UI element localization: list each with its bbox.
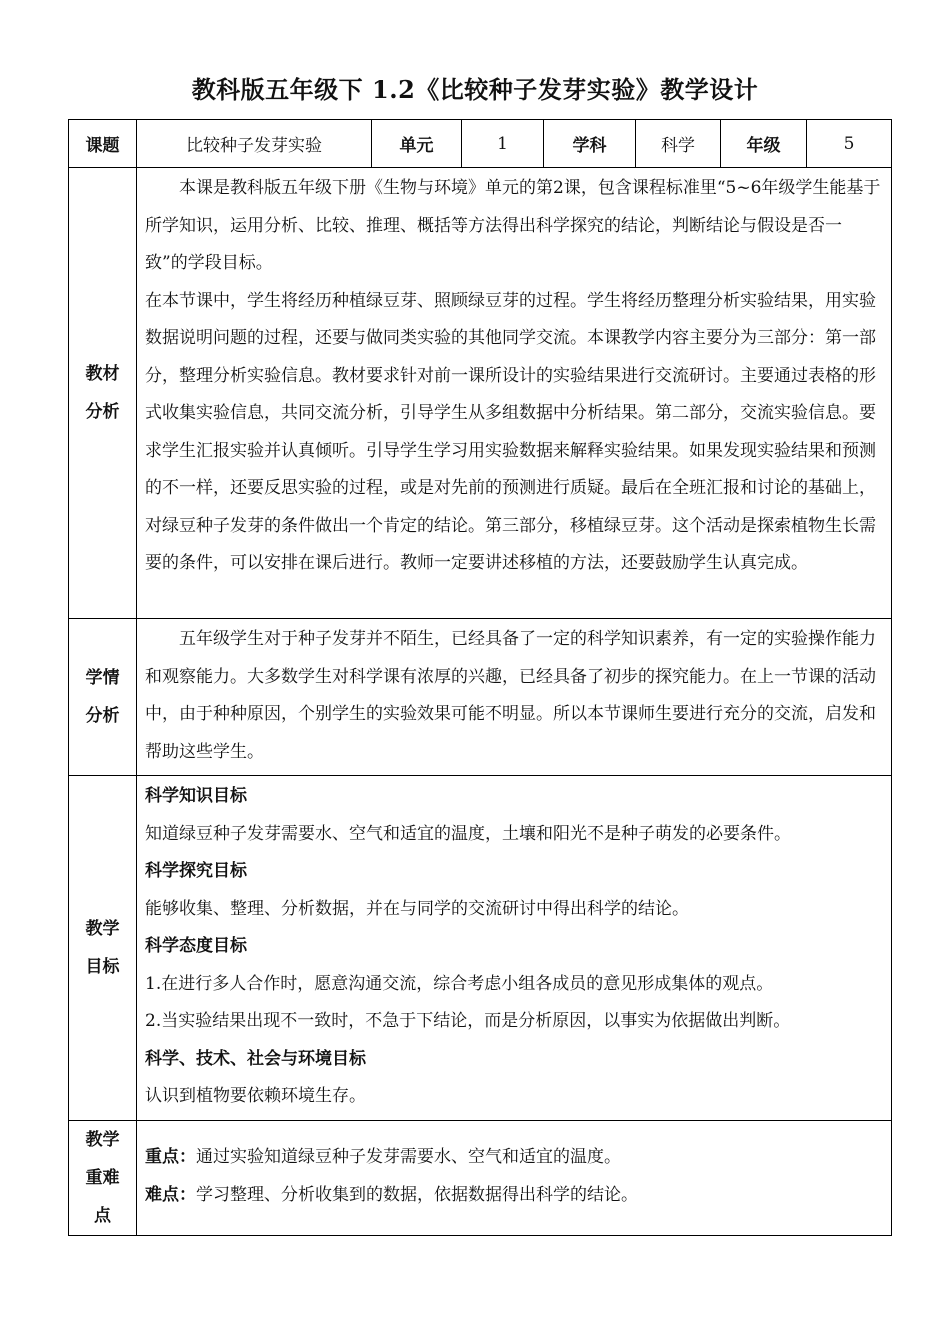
attitude-goal-title: 科学态度目标 [145,936,247,956]
stse-goal-title: 科学、技术、社会与环境目标 [145,1048,366,1069]
difficulty-line [145,1177,883,1215]
textbook-analysis-label [69,168,137,619]
lesson-plan-table [68,119,892,1236]
unit-value: 1 [462,120,544,168]
key-points-row [69,1120,892,1235]
document-title: 教科版五年级下 1.2《比较种子发芽实验》教学设计 [191,75,759,104]
learner-analysis-label-line1: 学情 [85,668,120,688]
textbook-analysis-row [69,168,892,619]
topic-label: 课题 [69,120,137,168]
key-points-label-line3: 点 [94,1205,111,1226]
teaching-goals-label [69,776,137,1121]
learner-analysis-label [69,619,137,776]
textbook-analysis-label-line2: 分析 [85,402,120,422]
textbook-analysis-para2: 在本节课中，学生将经历种植绿豆芽、照顾绿豆芽的过程。学生将经历整理分析实验结果，用实验数据说明问题的过程，还要与做同类实验的其他同学交流。本课教学内容主要分为三部分：第一部分，整理分析实验信息。教材要求针对前一课所设计的实验结果进行交流研讨。主要通过表格的形式收集实验信息，共同交流分析，引导学生从多组数据中分析结果。第二部分，交流实验信息。要求学生汇报实验并认真倾听。引导学生学习用实验数据来解释实验结果。如果发现实验结果和预测的不一样，还要反思实验的过程，或是对先前的预测进行质疑。最后在全班汇报和讨论的基础上，对绿豆种子发芽的条件做出一个肯定的结论。第三部分，移植绿豆芽。这个活动是探索植物生长需要的条件，可以安排在课后进行。教师一定要讲述移植的方法，还要鼓励学生认真完成。 [145,290,876,573]
learner-analysis-row [69,619,892,776]
focus-line [145,1139,883,1177]
focus-label: 重点： [145,1147,196,1167]
inquiry-goal-title: 科学探究目标 [145,861,247,881]
attitude-goal-item1: 1.在进行多人合作时，愿意沟通交流，综合考虑小组各成员的意见形成集体的观点。 [145,973,774,994]
learner-analysis-content [137,619,892,776]
learner-analysis-text: 五年级学生对于种子发芽并不陌生，已经具备了一定的科学知识素养，有一定的实验操作能力和观察能力。大多数学生对科学课有浓厚的兴趣，已经具备了初步的探究能力。在上一节课的活动中，由于种种原因，个别学生的实验效果可能不明显。所以本节课师生要进行充分的交流，启发和帮助这些学生。 [145,629,876,762]
unit-label: 单元 [372,120,462,168]
knowledge-goal-title: 科学知识目标 [145,786,247,806]
key-points-content [137,1120,892,1235]
header-row [69,120,892,168]
teaching-goals-label-line2: 目标 [85,956,120,977]
key-points-label-line1: 教学 [85,1129,120,1150]
textbook-analysis-label-line1: 教材 [85,364,120,384]
grade-label: 年级 [721,120,807,168]
attitude-goal-item2: 2.当实验结果出现不一致时，不急于下结论，而是分析原因，以事实为依据做出判断。 [145,1011,791,1031]
difficulty-label: 难点： [145,1184,196,1205]
inquiry-goal-text: 能够收集、整理、分析数据，并在与同学的交流研讨中得出科学的结论。 [145,898,689,919]
textbook-analysis-content [137,168,892,619]
grade-value: 5 [807,120,892,168]
teaching-goals-content [137,776,892,1121]
key-points-label-line2: 重难 [85,1167,120,1188]
teaching-goals-label-line1: 教学 [85,918,120,939]
subject-label: 学科 [544,120,636,168]
teaching-goals-row [69,776,892,1121]
learner-analysis-label-line2: 分析 [85,706,120,726]
difficulty-text: 学习整理、分析收集到的数据，依据数据得出科学的结论。 [196,1184,638,1205]
stse-goal-text: 认识到植物要依赖环境生存。 [145,1086,366,1106]
key-points-label [69,1120,137,1235]
topic-value: 比较种子发芽实验 [137,120,372,168]
focus-text: 通过实验知道绿豆种子发芽需要水、空气和适宜的温度。 [196,1147,621,1167]
subject-value: 科学 [636,120,721,168]
knowledge-goal-text: 知道绿豆种子发芽需要水、空气和适宜的温度，土壤和阳光不是种子萌发的必要条件。 [145,823,791,844]
textbook-analysis-para1: 本课是教科版五年级下册《生物与环境》单元的第2课，包含课程标准里“5~6年级学生能基于所学知识，运用分析、比较、推理、概括等方法得出科学探究的结论，判断结论与假设是否一致”的学段目标。 [145,178,881,273]
